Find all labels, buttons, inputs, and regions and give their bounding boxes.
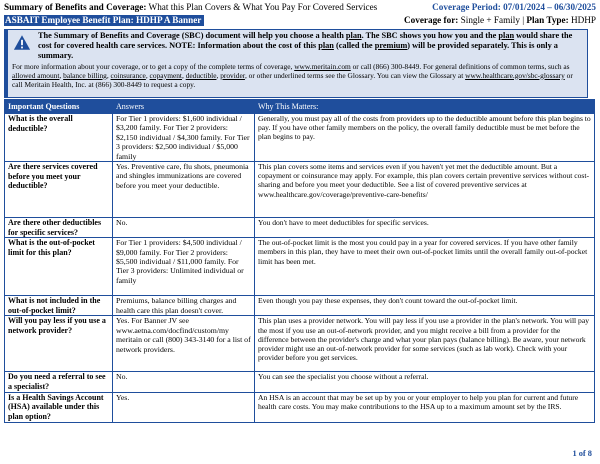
header-why-this-matters: Why This Matters: <box>255 100 595 114</box>
why-cell: The out-of-pocket limit is the most you could pay in a year for covered services. If you have other family members in this plan, they have to meet their own out-of-pocket limits until the overall family out-of-pocket limit has been met. <box>255 238 595 296</box>
notice-summary: The Summary of Benefits and Coverage (SBC) document will help you choose a health plan. The SBC shows you how you and the plan would share the cost for covered health care services. NOTE: Information about the cost of this plan (called the premium) will be provided separately. This is only a summary. <box>38 31 573 61</box>
sbc-notice-box <box>4 29 588 98</box>
why-cell: This plan covers some items and services even if you haven't yet met the deductible amount. But a copayment or coinsurance may apply. For example, this plan covers certain preventive services without cost-sharing and before you meet your deductible. See a list of covered preventive services at www.healthcare.gov/coverage/preventive-care-benefits/ <box>255 162 595 218</box>
question-cell: What is the overall deductible? <box>5 114 113 162</box>
glossary-link[interactable]: www.healthcare.gov/sbc-glossary <box>465 70 565 80</box>
document-header <box>4 2 596 30</box>
table-row <box>5 392 595 422</box>
warning-triangle-icon <box>13 34 31 51</box>
sbc-title: Summary of Benefits and Coverage: What this Plan Covers & What You Pay For Covered Services <box>4 2 378 12</box>
question-cell: Are there services covered before you meet your deductible? <box>5 162 113 218</box>
question-cell: What is the out-of-pocket limit for this plan? <box>5 238 113 296</box>
question-cell: Do you need a referral to see a specialist? <box>5 372 113 392</box>
question-cell: What is not included in the out-of-pocket limit? <box>5 296 113 316</box>
coverage-info: Coverage for: Single + Family | Plan Type: HDHP <box>404 15 596 25</box>
question-cell: Are there other deductibles for specific services? <box>5 218 113 238</box>
why-cell: An HSA is an account that may be set up by you or your employer to help you plan for current and future health care costs. You may make contributions to the HSA up to a maximum amount set by the IRS. <box>255 392 595 422</box>
answer-cell: Premiums, balance billing charges and health care this plan doesn't cover. <box>113 296 255 316</box>
answer-cell: For Tier 1 providers: $1,600 individual / $3,200 family. For Tier 2 providers: $2,150 individual / $4,300 family. For Tier 3 providers: $2,500 individual / $5,000 family <box>113 114 255 162</box>
notice-fine-print: For more information about your coverage, or to get a copy of the complete terms of coverage, www.meritain.com or call (866) 300-8449. For general definitions of common terms, such as allowed amount, balance billing, coinsurance, copayment, deductible, provider, or other underlined terms see the Glossary. You can view the Glossary at www.healthcare.gov/sbc-glossary or call Meritain Health, Inc. at (866) 300-8449 to request a copy. <box>12 61 573 89</box>
page-number: 1 of 8 <box>572 449 592 458</box>
answer-cell: Yes. <box>113 392 255 422</box>
table-row <box>5 218 595 238</box>
table-row <box>5 114 595 162</box>
why-cell: You can see the specialist you choose without a referral. <box>255 372 595 392</box>
coverage-period: Coverage Period: 07/01/2024 – 06/30/2025 <box>432 2 596 12</box>
header-answers: Answers <box>113 100 255 114</box>
header-important-questions: Important Questions <box>5 100 113 114</box>
table-row <box>5 372 595 392</box>
answer-cell: For Tier 1 providers: $4,500 individual / $9,000 family. For Tier 2 providers: $5,500 individual / $11,000 family. For Tier 3 providers: Unlimited individual or family <box>113 238 255 296</box>
answer-cell: Yes. For Banner JV see www.aetna.com/docfind/custom/my meritain or call (800) 343-3140 for a list of network providers. <box>113 316 255 372</box>
why-cell: Even though you pay these expenses, they don't count toward the out-of-pocket limit. <box>255 296 595 316</box>
why-cell: Generally, you must pay all of the costs from providers up to the deductible amount before this plan begins to pay. If you have other family members on the policy, the overall family deductible must be met before the plan begins to pay. <box>255 114 595 162</box>
important-questions-table <box>4 99 595 423</box>
table-row <box>5 316 595 372</box>
meritain-link[interactable]: www.meritain.com <box>294 61 351 71</box>
why-cell: This plan uses a provider network. You will pay less if you use a provider in the plan's network. You will pay the most if you use an out-of-network provider, and you might receive a bill from a provider for the difference between the provider's charge and what your plan pays (balance billing). Be aware, your network provider might use an out-of-network provider for some services (such as lab work). Check with your provider before you get services. <box>255 316 595 372</box>
answer-cell: No. <box>113 218 255 238</box>
table-row <box>5 296 595 316</box>
question-cell: Is a Health Savings Account (HSA) available under this plan option? <box>5 392 113 422</box>
why-cell: You don't have to meet deductibles for specific services. <box>255 218 595 238</box>
answer-cell: Yes. Preventive care, flu shots, pneumonia and shingles immunizations are covered before you meet your deductible. <box>113 162 255 218</box>
table-header-row <box>5 100 595 114</box>
question-cell: Will you pay less if you use a network provider? <box>5 316 113 372</box>
table-row <box>5 162 595 218</box>
answer-cell: No. <box>113 372 255 392</box>
table-row <box>5 238 595 296</box>
plan-banner: ASBAIT Employee Benefit Plan: HDHP A Banner <box>4 15 204 26</box>
